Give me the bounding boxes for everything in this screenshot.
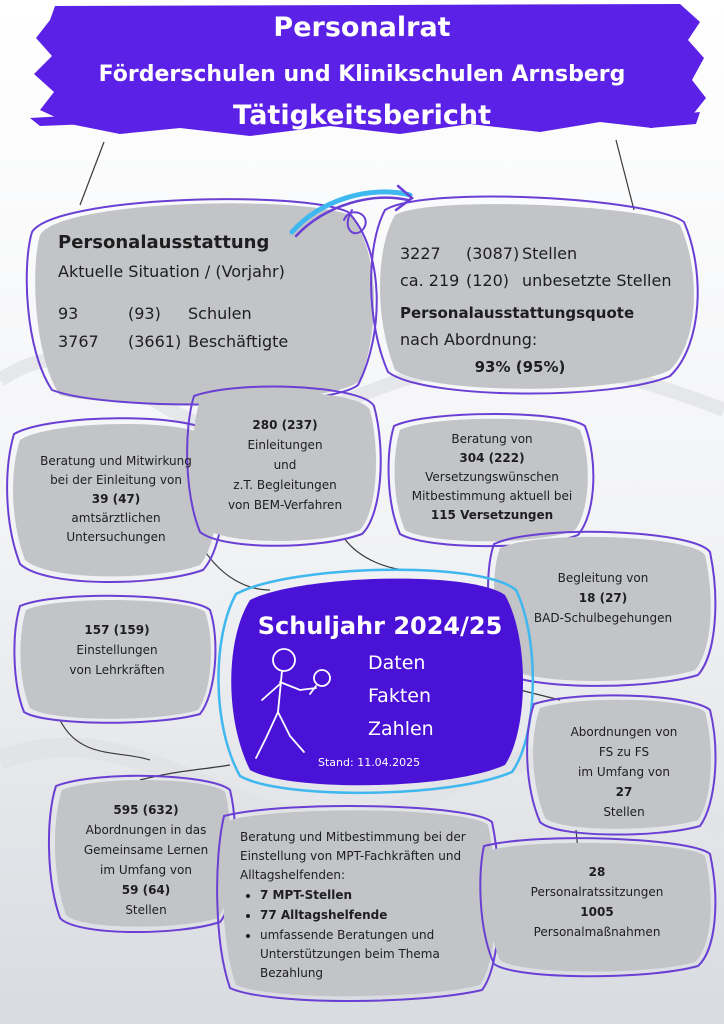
quota-value: 93% (95%) [474, 358, 566, 376]
personal-title: Personalausstattung [58, 232, 270, 253]
stellen-label: unbesetzte Stellen [522, 271, 672, 290]
sitzungen-line: Personalmaßnahmen [533, 925, 661, 939]
header-report-title: Tätigkeitsbericht [232, 100, 492, 131]
abordnung-fs-line: FS zu FS [598, 745, 650, 759]
header-title: Personalrat [273, 12, 451, 43]
personal-num: 3767 [58, 332, 99, 351]
sitzungen-number-2: 1005 [580, 905, 614, 919]
bem-line: Einleitungen [247, 438, 323, 452]
bad-line: BAD-Schulbegehungen [533, 611, 673, 625]
mpt-list-item: • 77 Alltagshelfende [260, 906, 480, 925]
einstellungen-line: Einstellungen [76, 643, 158, 657]
einstellungen-text [24, 620, 210, 680]
personal-row [58, 300, 288, 328]
amtsarzt-line: Beratung und Mitwirkung [40, 454, 192, 468]
stellen-row [400, 240, 671, 267]
personal-subtitle: Aktuelle Situation / (Vorjahr) [58, 262, 285, 281]
mpt-list [240, 886, 480, 983]
bem-line: und [273, 458, 297, 472]
personal-num: 93 [58, 304, 79, 323]
stellen-prev: (120) [466, 271, 510, 290]
quota-title: Personalausstattungsquote [400, 304, 635, 322]
center-word-daten: Daten [368, 652, 426, 674]
versetzung-line: Beratung von [451, 432, 533, 446]
bem-text [200, 415, 370, 515]
stellen-num: ca. 219 [400, 271, 460, 290]
center-word-zahlen: Zahlen [368, 718, 434, 740]
einstellungen-line: von Lehrkräften [69, 663, 165, 677]
personal-label: Schulen [188, 304, 252, 323]
center-word-fakten: Fakten [368, 685, 432, 707]
amtsarzt-line: amtsärztlichen [71, 511, 161, 525]
personal-table [58, 300, 288, 356]
gl-number-2: 59 (64) [121, 883, 171, 897]
sitzungen-line: Personalratssitzungen [530, 885, 664, 899]
mpt-text [240, 828, 480, 984]
personal-prev: (93) [128, 304, 161, 323]
abordnung-fs-line: Stellen [603, 805, 645, 819]
versetzung-line: Versetzungswünschen [425, 470, 559, 484]
center-date: Stand: 11.04.2025 [318, 756, 421, 769]
amtsarzt-text [18, 452, 214, 547]
stellen-num: 3227 [400, 244, 441, 263]
versetzung-number: 304 (222) [459, 451, 525, 465]
bem-line: z.T. Begleitungen [233, 478, 337, 492]
abordnung-fs-line: Abordnungen von [570, 725, 678, 739]
gl-text [58, 800, 234, 920]
bad-line: Begleitung von [557, 571, 649, 585]
amtsarzt-number: 39 (47) [91, 492, 141, 506]
bem-number: 280 (237) [252, 418, 318, 432]
abordnung-fs-line: im Umfang von [578, 765, 670, 779]
bad-text [500, 568, 706, 628]
center-title: Schuljahr 2024/25 [257, 612, 503, 640]
header-subtitle: Förderschulen und Klinikschulen Arnsberg [98, 62, 626, 87]
personal-label: Beschäftigte [188, 332, 289, 351]
stellen-row [400, 267, 671, 294]
gl-line: Gemeinsame Lernen [83, 843, 209, 857]
einstellungen-number: 157 (159) [84, 623, 150, 637]
sitzungen-text [484, 862, 710, 942]
mpt-intro: Beratung und Mitbestimmung bei der Einstellung von MPT-Fachkräften und Alltagshelfenden: [240, 830, 466, 882]
versetzung-text [396, 430, 588, 525]
mpt-list-item: • 7 MPT-Stellen [260, 886, 480, 905]
bad-number: 18 (27) [578, 591, 628, 605]
versetzung-number-2: 115 Versetzungen [430, 508, 554, 522]
gl-line: im Umfang von [100, 863, 192, 877]
gl-line: Abordnungen in das [85, 823, 207, 837]
amtsarzt-line: Untersuchungen [66, 530, 166, 544]
mpt-list-item: • umfassende Beratungen und Unterstützungen beim Thema Bezahlung [260, 926, 480, 983]
personal-row [58, 328, 288, 356]
center-blob [231, 579, 523, 786]
gl-number: 595 (632) [113, 803, 179, 817]
stellen-label: Stellen [522, 244, 578, 263]
gl-line: Stellen [125, 903, 167, 917]
versetzung-line: Mitbestimmung aktuell bei [411, 489, 573, 503]
stellen-prev: (3087) [466, 244, 520, 263]
personal-prev: (3661) [128, 332, 182, 351]
abordnung-fs-text [534, 722, 714, 822]
sitzungen-number: 28 [588, 865, 606, 879]
abordnung-fs-number: 27 [615, 785, 633, 799]
bem-line: von BEM-Verfahren [227, 498, 343, 512]
stellen-table [400, 240, 671, 294]
amtsarzt-line: bei der Einleitung von [50, 473, 182, 487]
quota-subtitle: nach Abordnung: [400, 330, 538, 349]
